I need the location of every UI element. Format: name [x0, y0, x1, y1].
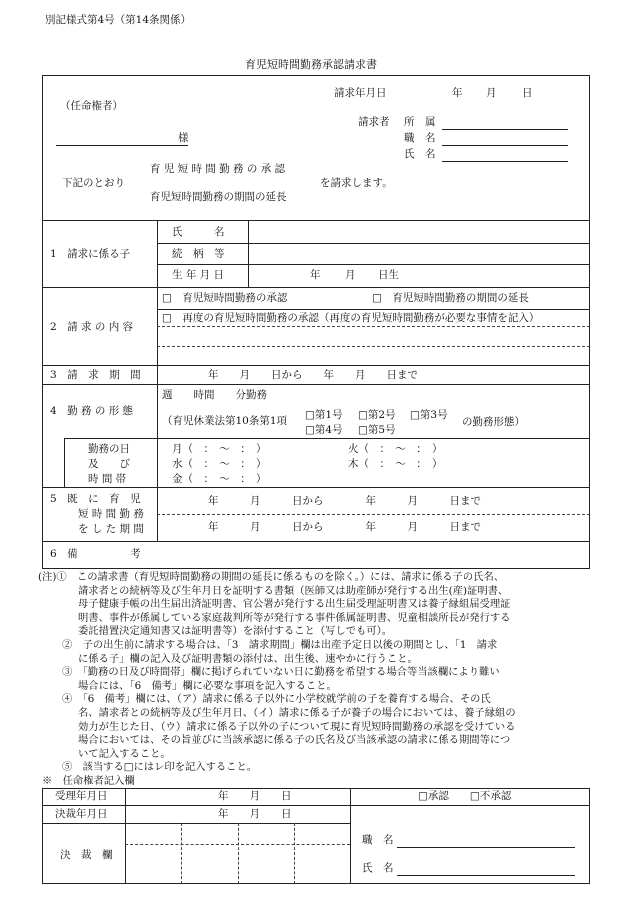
received-date-label: 受理年月日	[55, 790, 108, 802]
sec3-label: 3 請 求 期 間	[50, 369, 141, 381]
note-1-line-2: 請求者との続柄等及び生年月日を証明する書類（医師又は助産師が発行する出生(産)証明書、	[78, 584, 509, 597]
note-2-line-1: ② 子の出生前に請求する場合は、「3 請求期間」欄は出産予定日以後の期間とし、「1 請求	[62, 639, 498, 651]
sec2-label: 2 請 求 の 内 容	[50, 321, 134, 333]
form-title: 育児短時間勤務承認請求書	[245, 58, 377, 71]
sec2-opt-approval[interactable]: □ 育児短時間勤務の承認	[162, 292, 288, 304]
sec1-birth-label: 生 年 月 日	[172, 269, 225, 281]
note-1-line-5: 委託措置決定通知書又は証明書等）を添付すること（写しでも可）。	[78, 625, 393, 638]
bottom-position-label: 職 名	[362, 834, 394, 846]
note-1-line-3: 母子健康手帳の出生届出済証明書、官公署が発行する出生届受理証明書又は養子縁組届受理証	[78, 598, 511, 611]
note-1-line-1: (注)① この請求書（育児短時間勤務の期間の延長に係るものを除く。）には、請求に係る子の氏名、	[38, 571, 505, 583]
sec4-days-label-2: 及 び	[88, 458, 130, 470]
sec4-law: （育児休業法第10条第1項	[162, 415, 288, 427]
sama-label: 様	[178, 132, 189, 144]
sec4-item5[interactable]: □第5号	[358, 424, 396, 436]
sec5-label-2: 短 時 間 勤 務	[78, 508, 144, 520]
sec2-opt-reapproval[interactable]: □ 再度の育児短時間勤務の承認（再度の育児短時間勤務が必要な事情を記入）	[162, 312, 540, 324]
name-field[interactable]	[442, 161, 568, 162]
request-date-month: 月	[486, 87, 497, 99]
decided-date-label: 決裁年月日	[55, 808, 108, 820]
note-4-line-2: 名、請求者との続柄等及び生年月日、（イ）請求に係る子が養子の場合においては、養子縁組の	[78, 707, 516, 719]
sec2-opt-extension[interactable]: □ 育児短時間勤務の期間の延長	[372, 292, 529, 304]
note-1-line-4: 明書、事件が係属している家庭裁判所等が発行する事件係属証明書、児童相談所長が発行する	[78, 611, 511, 624]
sec5-label-1: 5 既 に 育 児	[50, 493, 141, 505]
affiliation-field[interactable]	[442, 129, 568, 130]
form-number: 別記様式第4号（第14条関係）	[45, 14, 192, 26]
sec4-days-label-3: 時 間 帯	[88, 473, 127, 485]
position-label: 職 名	[404, 132, 436, 144]
note-5: ⑤ 該当する□にはレ印を記入すること。	[62, 761, 258, 774]
sign-column-label: 決 裁 欄	[60, 849, 113, 861]
appointer-label: （任命権者）	[60, 100, 123, 112]
bottom-position-field[interactable]	[397, 847, 575, 848]
note-4-line-4: 場合においては、その旨並びに当該承認に係る子の氏名及び当該承認の請求に係る期間等につ	[78, 734, 511, 747]
appointer-section-title: ※ 任命権者記入欄	[42, 775, 135, 787]
bottom-name-label: 氏 名	[362, 862, 394, 874]
sec4-tue: 火（ ： 〜 ： ）	[348, 443, 443, 455]
sec3-period: 年 月 日から 年 月 日まで	[208, 369, 418, 381]
option-extension: 育児短時間勤務の期間の延長	[150, 191, 287, 203]
sec4-weekly: 週 時間 分勤務	[162, 389, 267, 401]
sec5-period-1: 年 月 日から 年 月 日まで	[208, 495, 481, 507]
sec4-mon: 月（ ： 〜 ： ）	[172, 443, 267, 455]
sec4-item2[interactable]: □第2号	[358, 409, 396, 421]
note-2-line-2: に係る子」欄の記入及び証明書類の添付は、出生後、速やかに行うこと。	[78, 652, 418, 665]
sec5-label-3: を し た 期 間	[78, 523, 144, 535]
affiliation-label: 所 属	[404, 116, 436, 128]
received-date-value[interactable]: 年 月 日	[218, 790, 292, 802]
sec6-label: 6 備 考	[50, 548, 141, 560]
sec4-item4[interactable]: □第4号	[305, 424, 343, 436]
requester-label: 請求者	[358, 116, 390, 128]
decided-date-value[interactable]: 年 月 日	[218, 808, 292, 820]
sec4-days-label-1: 勤務の日	[88, 443, 130, 455]
request-date-label: 請求年月日	[334, 87, 387, 99]
position-field[interactable]	[442, 145, 568, 146]
sec4-wed: 水（ ： 〜 ： ）	[172, 458, 267, 470]
note-4-line-1: ④ 「6 備考」欄には、（ア）請求に係る子以外に小学校就学前の子を養育する場合、その氏	[62, 693, 491, 706]
intro-text: 下記のとおり	[62, 177, 125, 189]
sec4-thu: 木（ ： 〜 ： ）	[348, 458, 443, 470]
request-date-day: 日	[522, 87, 533, 99]
sec4-label: 4 勤 務 の 形 態	[50, 405, 134, 417]
appointer-underline[interactable]	[56, 145, 188, 146]
sec4-item1[interactable]: □第1号	[305, 409, 343, 421]
sec1-relation-label: 続 柄 等	[172, 248, 225, 260]
request-suffix: を請求します。	[320, 177, 393, 189]
sec1-birth-year: 年	[310, 269, 321, 281]
sec4-suffix: の勤務形態）	[462, 416, 525, 428]
name-label: 氏 名	[404, 148, 436, 160]
note-3-line-1: ③ 「勤務の日及び時間帯」欄に掲げられていない日に勤務を希望する場合等当該欄により難い	[62, 666, 500, 679]
sec1-birth-month: 月	[345, 269, 356, 281]
bottom-name-field[interactable]	[397, 875, 575, 876]
sec1-label: 1 請求に係る子	[50, 248, 131, 260]
sec1-birth-day: 日生	[378, 269, 399, 281]
note-3-line-2: 場合には、「6 備考」欄に必要な事項を記入すること。	[78, 679, 337, 692]
sec4-item3[interactable]: □第3号	[410, 409, 448, 421]
approval-options[interactable]: □承認 □不承認	[418, 790, 512, 802]
note-4-line-3: 効力が生じた日、（ウ）請求に係る子以外の子について現に育児短時間勤務の承認を受けている	[78, 720, 516, 733]
sec1-child-name-label: 氏 名	[172, 226, 225, 238]
sec5-period-2: 年 月 日から 年 月 日まで	[208, 521, 481, 533]
option-approval: 育 児 短 時 間 勤 務 の 承 認	[150, 163, 286, 175]
request-date-year: 年	[452, 87, 463, 99]
sec4-fri: 金（ ： 〜 ： ）	[172, 473, 267, 485]
note-4-line-5: いて記入すること。	[78, 747, 171, 760]
